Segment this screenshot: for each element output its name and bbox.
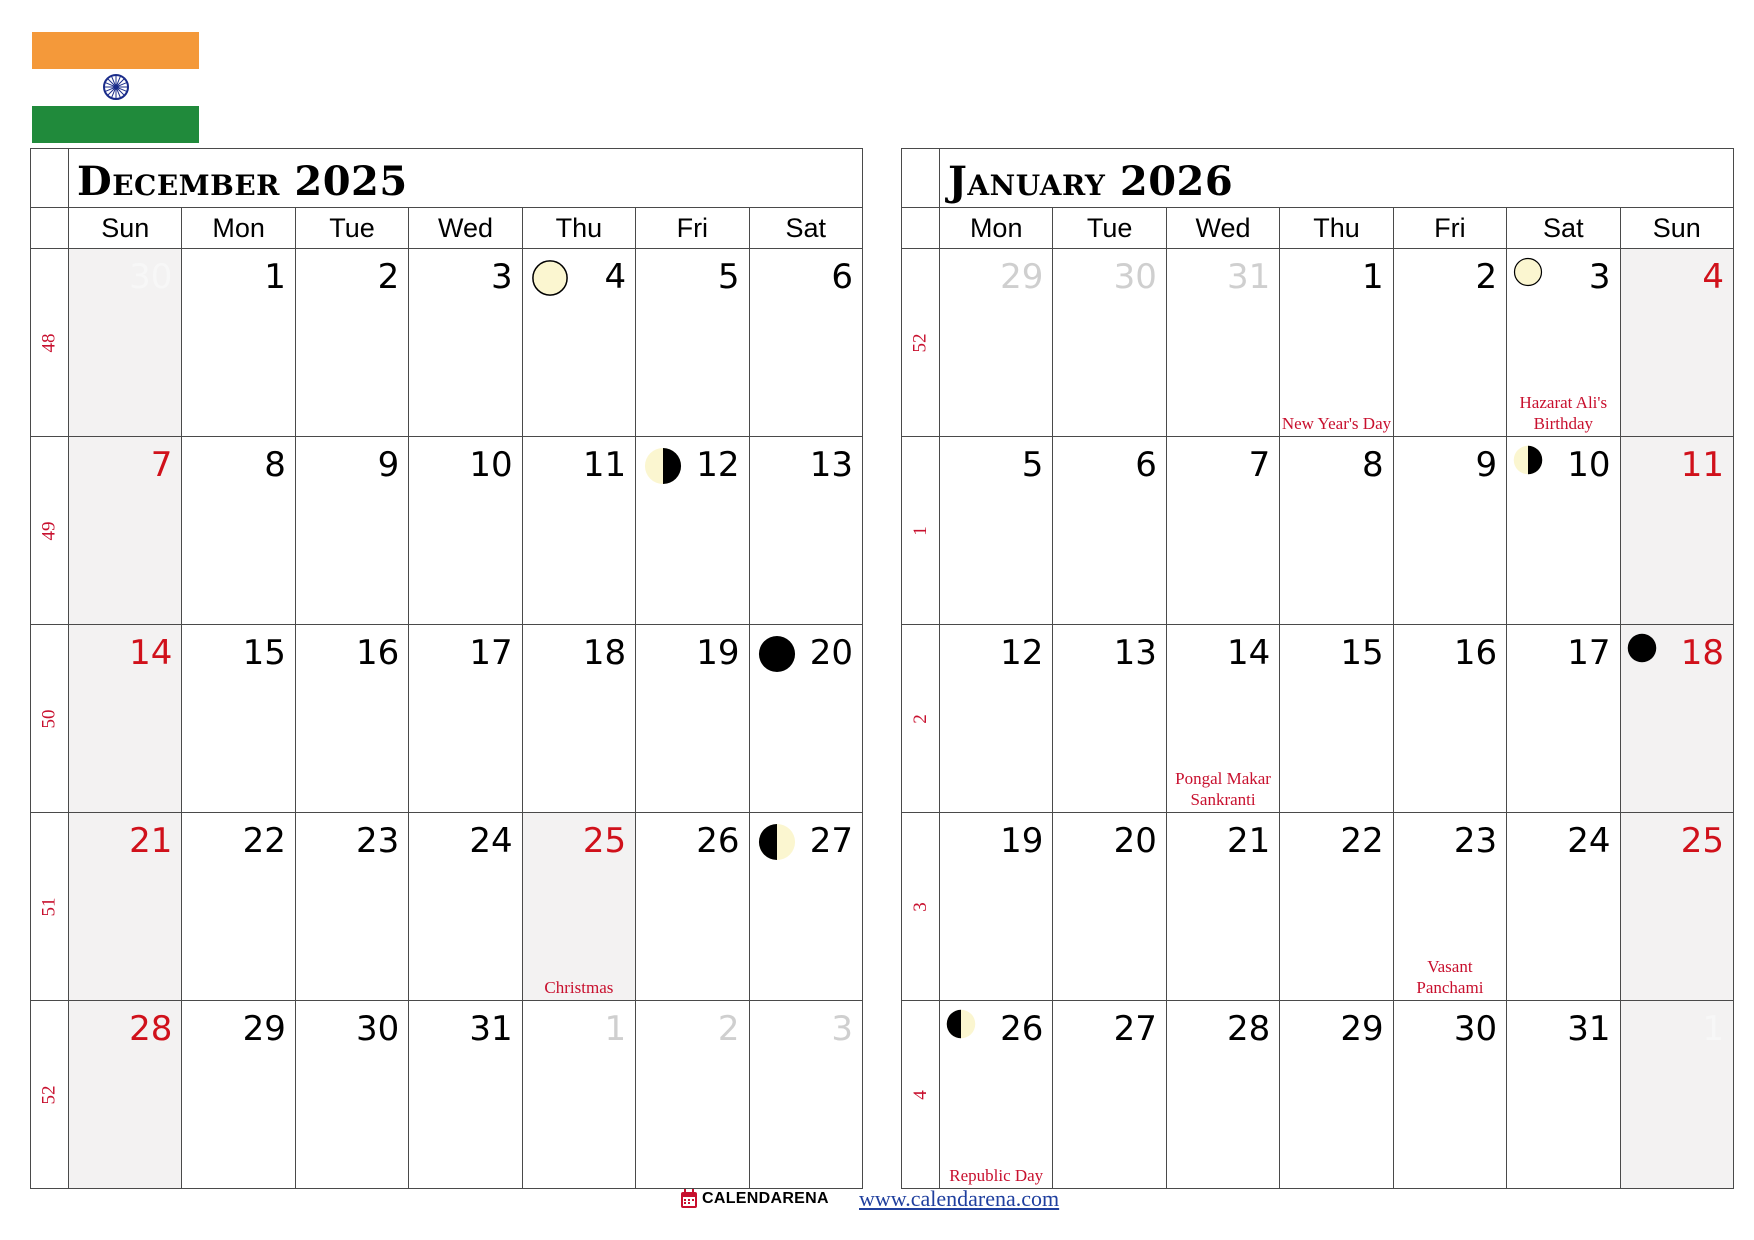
day-cell[interactable] <box>749 625 862 813</box>
holiday-label: Vasant Panchami <box>1416 957 1484 997</box>
day-cell[interactable] <box>1280 625 1393 813</box>
week-number-cell <box>31 813 69 1001</box>
day-cell[interactable] <box>1620 437 1733 625</box>
day-cell[interactable] <box>1620 249 1733 437</box>
day-cell[interactable] <box>69 437 182 625</box>
day-name: Fri <box>1393 208 1506 249</box>
month-name: January <box>948 158 1106 205</box>
day-number: 4 <box>604 257 627 297</box>
week-row <box>902 625 1734 813</box>
day-number: 21 <box>129 821 173 861</box>
day-number: 2 <box>1475 257 1498 297</box>
day-cell[interactable] <box>522 249 635 437</box>
day-number: 29 <box>1340 1009 1384 1049</box>
day-number: 17 <box>469 633 513 673</box>
day-cell[interactable] <box>182 1001 295 1189</box>
undefined <box>1627 633 1657 663</box>
flag-green-band <box>32 106 199 143</box>
day-name: Sat <box>1507 208 1620 249</box>
day-number: 11 <box>1680 445 1724 485</box>
holiday-label: Pongal Makar Sankranti <box>1175 769 1271 809</box>
day-number: 17 <box>1567 633 1611 673</box>
day-number: 12 <box>696 445 740 485</box>
day-cell[interactable] <box>749 1001 862 1189</box>
website-link[interactable]: www.calendarena.com <box>859 1186 1060 1211</box>
holiday-label: Hazarat Ali's Birthday <box>1519 393 1608 433</box>
calendar-december-2025 <box>30 148 863 1188</box>
day-cell[interactable] <box>1280 813 1393 1001</box>
day-number: 6 <box>831 257 853 297</box>
day-cell[interactable] <box>522 437 635 625</box>
day-number: 10 <box>469 445 513 485</box>
month-name: December <box>77 158 280 205</box>
day-cell[interactable] <box>749 437 862 625</box>
week-number-cell <box>902 625 940 813</box>
day-number: 8 <box>264 445 286 485</box>
week-number-cell <box>902 249 940 437</box>
corner-cell <box>902 149 940 208</box>
day-cell[interactable] <box>1620 813 1733 1001</box>
day-name: Mon <box>182 208 295 249</box>
day-number: 16 <box>1453 633 1498 673</box>
last-quarter-moon-icon <box>1513 445 1543 475</box>
day-number: 24 <box>1567 821 1611 861</box>
day-cell[interactable] <box>1507 249 1620 437</box>
calendar-icon <box>680 1189 698 1209</box>
week-number: 49 <box>38 521 60 540</box>
week-number-cell <box>902 1001 940 1189</box>
day-number: 23 <box>1453 821 1498 861</box>
day-cell[interactable] <box>1166 437 1279 625</box>
month-grid <box>901 148 1734 1189</box>
first-quarter-moon-icon <box>758 823 796 861</box>
day-number: 1 <box>604 1009 627 1049</box>
day-cell[interactable] <box>940 625 1053 813</box>
day-cell[interactable] <box>1166 249 1279 437</box>
day-number: 4 <box>1702 257 1724 297</box>
day-name: Fri <box>636 208 749 249</box>
day-number: 7 <box>150 445 173 485</box>
day-number: 15 <box>1340 633 1384 673</box>
week-number-cell <box>31 1001 69 1189</box>
day-cell[interactable] <box>522 625 635 813</box>
day-cell[interactable] <box>182 625 295 813</box>
day-name: Wed <box>1166 208 1279 249</box>
day-cell[interactable] <box>749 249 862 437</box>
day-number: 13 <box>809 445 853 485</box>
undefined <box>1513 257 1543 287</box>
day-number: 30 <box>356 1009 400 1049</box>
day-name: Tue <box>295 208 408 249</box>
weekno-header <box>902 208 940 249</box>
day-number: 21 <box>1227 821 1271 861</box>
week-number-cell <box>31 625 69 813</box>
day-number: 15 <box>242 633 286 673</box>
brand-logo <box>680 1189 829 1209</box>
day-number: 2 <box>717 1009 740 1049</box>
day-cell[interactable] <box>636 249 749 437</box>
month-title <box>77 158 408 205</box>
day-cell[interactable] <box>295 437 408 625</box>
day-cell[interactable] <box>1393 625 1506 813</box>
day-cell[interactable] <box>1166 625 1279 813</box>
month-year: 2026 <box>1119 158 1234 205</box>
day-cell[interactable] <box>522 813 635 1001</box>
calendar-january-2026 <box>901 148 1734 1188</box>
day-number: 30 <box>1453 1009 1498 1049</box>
week-row <box>31 1001 863 1189</box>
day-cell[interactable] <box>636 1001 749 1189</box>
day-cell[interactable] <box>1620 625 1733 813</box>
day-cell[interactable] <box>1053 1001 1166 1189</box>
day-cell[interactable] <box>636 437 749 625</box>
day-cell[interactable] <box>69 249 182 437</box>
day-cell[interactable] <box>749 813 862 1001</box>
day-number: 2 <box>377 257 400 297</box>
week-number-cell <box>31 249 69 437</box>
day-number: 19 <box>1000 821 1044 861</box>
week-number: 48 <box>38 333 60 352</box>
corner-cell <box>31 149 69 208</box>
day-number: 7 <box>1248 445 1271 485</box>
day-cell[interactable] <box>69 813 182 1001</box>
day-cell[interactable] <box>636 813 749 1001</box>
week-number-cell <box>31 437 69 625</box>
day-number: 3 <box>1588 257 1611 297</box>
day-cell[interactable] <box>1507 625 1620 813</box>
ashoka-chakra-icon <box>101 72 131 102</box>
day-number: 1 <box>1702 1009 1724 1049</box>
day-number: 16 <box>356 633 400 673</box>
day-name: Tue <box>1053 208 1166 249</box>
day-number: 28 <box>129 1009 173 1049</box>
day-number: 28 <box>1227 1009 1271 1049</box>
day-number: 29 <box>1000 257 1044 297</box>
day-cell[interactable] <box>69 1001 182 1189</box>
month-title-cell <box>69 149 863 208</box>
day-cell[interactable] <box>1507 813 1620 1001</box>
day-cell[interactable] <box>409 813 522 1001</box>
week-number: 50 <box>38 709 60 728</box>
day-number: 8 <box>1362 445 1384 485</box>
day-number: 27 <box>809 821 853 861</box>
week-number: 2 <box>909 713 931 724</box>
day-number: 25 <box>582 821 627 861</box>
day-number: 29 <box>242 1009 286 1049</box>
day-cell[interactable] <box>409 625 522 813</box>
day-number: 10 <box>1567 445 1611 485</box>
day-cell[interactable] <box>295 249 408 437</box>
day-name: Sat <box>749 208 862 249</box>
week-row <box>31 813 863 1001</box>
day-number: 31 <box>1227 257 1271 297</box>
day-cell[interactable] <box>409 1001 522 1189</box>
flag-saffron-band <box>32 32 199 69</box>
first-quarter-moon-icon <box>946 1009 976 1039</box>
day-number: 20 <box>1113 821 1157 861</box>
day-cell[interactable] <box>295 1001 408 1189</box>
week-row <box>902 1001 1734 1189</box>
day-number: 31 <box>1567 1009 1611 1049</box>
day-cell[interactable] <box>1507 1001 1620 1189</box>
week-number: 4 <box>909 1089 931 1100</box>
month-year: 2025 <box>294 158 408 205</box>
day-cell[interactable] <box>1053 437 1166 625</box>
week-row <box>902 437 1734 625</box>
day-number: 26 <box>1000 1009 1044 1049</box>
brand-name: CALENDARENA <box>702 1190 829 1207</box>
india-flag-icon <box>32 32 199 143</box>
day-cell[interactable] <box>1166 1001 1279 1189</box>
flag-white-band <box>32 69 199 106</box>
day-number: 1 <box>264 257 286 297</box>
day-number: 31 <box>469 1009 513 1049</box>
day-cell[interactable] <box>940 1001 1053 1189</box>
day-cell[interactable] <box>69 625 182 813</box>
week-row <box>31 625 863 813</box>
day-number: 18 <box>582 633 627 673</box>
day-cell[interactable] <box>1053 249 1166 437</box>
day-number: 25 <box>1680 821 1724 861</box>
day-cell[interactable] <box>1620 1001 1733 1189</box>
week-row <box>31 249 863 437</box>
day-number: 12 <box>1000 633 1044 673</box>
month-title-cell <box>940 149 1734 208</box>
holiday-label: New Year's Day <box>1281 414 1392 433</box>
day-cell[interactable] <box>522 1001 635 1189</box>
footer <box>0 1186 1754 1216</box>
day-name: Sun <box>1620 208 1733 249</box>
day-number: 13 <box>1113 633 1157 673</box>
day-name: Wed <box>409 208 522 249</box>
week-number-cell <box>902 813 940 1001</box>
week-number: 1 <box>909 525 931 536</box>
day-cell[interactable] <box>940 437 1053 625</box>
day-number: 3 <box>831 1009 853 1049</box>
day-number: 3 <box>491 257 513 297</box>
day-cell[interactable] <box>1053 625 1166 813</box>
undefined <box>531 259 569 297</box>
day-cell[interactable] <box>1393 437 1506 625</box>
day-number: 1 <box>1362 257 1384 297</box>
day-number: 22 <box>1340 821 1384 861</box>
day-cell[interactable] <box>295 813 408 1001</box>
day-number: 5 <box>717 257 740 297</box>
month-grid <box>30 148 863 1189</box>
day-cell[interactable] <box>940 249 1053 437</box>
holiday-label: Christmas <box>544 978 614 997</box>
day-cell[interactable] <box>1280 249 1393 437</box>
day-cell[interactable] <box>182 813 295 1001</box>
week-number: 52 <box>38 1085 60 1104</box>
week-row <box>31 437 863 625</box>
day-cell[interactable] <box>409 249 522 437</box>
holiday-label: Republic Day <box>949 1166 1044 1185</box>
day-number: 30 <box>1113 257 1157 297</box>
week-number: 51 <box>38 897 60 916</box>
day-cell[interactable] <box>636 625 749 813</box>
week-row <box>902 249 1734 437</box>
undefined <box>758 635 796 673</box>
day-number: 30 <box>129 257 173 297</box>
day-name: Thu <box>522 208 635 249</box>
day-name: Mon <box>940 208 1053 249</box>
day-number: 18 <box>1680 633 1724 673</box>
day-cell[interactable] <box>1393 249 1506 437</box>
week-number-cell <box>902 437 940 625</box>
day-number: 26 <box>696 821 740 861</box>
day-cell[interactable] <box>182 437 295 625</box>
day-cell[interactable] <box>182 249 295 437</box>
month-title <box>948 158 1233 205</box>
day-name: Thu <box>1280 208 1393 249</box>
day-cell[interactable] <box>1393 813 1506 1001</box>
day-number: 27 <box>1113 1009 1157 1049</box>
day-number: 11 <box>582 445 627 485</box>
day-number: 23 <box>356 821 400 861</box>
day-cell[interactable] <box>940 813 1053 1001</box>
day-number: 14 <box>1227 633 1271 673</box>
week-number: 52 <box>909 333 931 352</box>
day-cell[interactable] <box>1507 437 1620 625</box>
day-name: Sun <box>69 208 182 249</box>
day-number: 20 <box>809 633 853 673</box>
week-number: 3 <box>909 901 931 912</box>
day-cell[interactable] <box>295 625 408 813</box>
day-cell[interactable] <box>1053 813 1166 1001</box>
day-cell[interactable] <box>1280 437 1393 625</box>
day-number: 22 <box>242 821 286 861</box>
day-number: 9 <box>1475 445 1498 485</box>
day-number: 9 <box>377 445 400 485</box>
day-number: 5 <box>1021 445 1044 485</box>
day-cell[interactable] <box>1280 1001 1393 1189</box>
day-cell[interactable] <box>1393 1001 1506 1189</box>
day-cell[interactable] <box>1166 813 1279 1001</box>
last-quarter-moon-icon <box>644 447 682 485</box>
day-number: 14 <box>129 633 173 673</box>
day-cell[interactable] <box>409 437 522 625</box>
day-number: 6 <box>1135 445 1157 485</box>
day-number: 19 <box>696 633 740 673</box>
weekno-header <box>31 208 69 249</box>
day-number: 24 <box>469 821 513 861</box>
week-row <box>902 813 1734 1001</box>
